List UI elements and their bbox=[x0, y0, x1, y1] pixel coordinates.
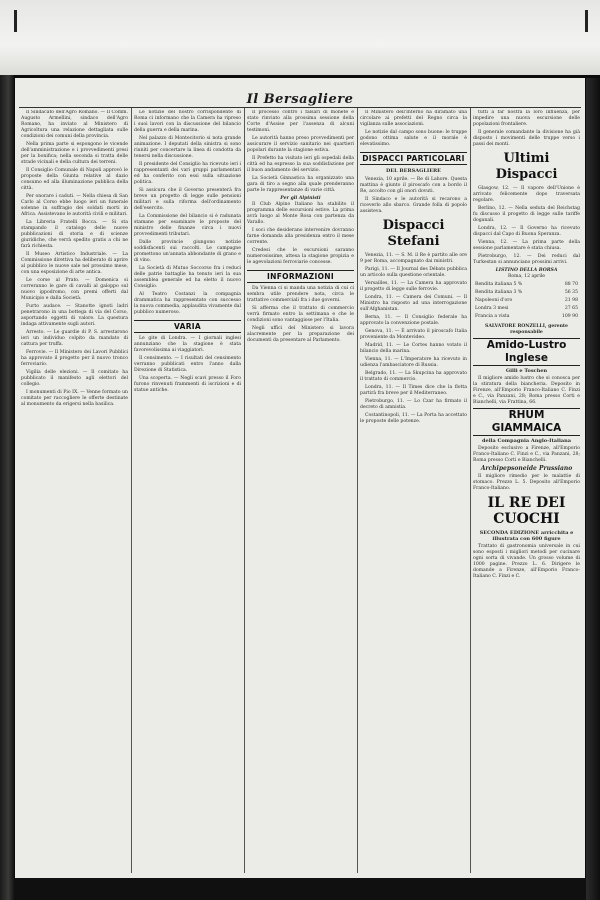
article-paragraph: Il processo contro i falsari di monete è stato rinviato alla prossima sessione della Corte d'Assise per l'assenza di alcuni testimoni. bbox=[247, 110, 354, 133]
column-rule bbox=[244, 108, 245, 873]
article-paragraph: Nel palazzo di Montecitorio si nota grande animazione. I deputati della sinistra si sono riuniti per concertare la linea di condotta da tenersi nella discussione. bbox=[134, 136, 241, 159]
article-paragraph: La Libreria Fratelli Bocca. — Si sta stampando il catalogo delle nuove pubblicazioni di storia e di scienze giuridiche, che verrà spedito gratis a chi ne farà richiesta. bbox=[21, 220, 128, 249]
article-paragraph: Le corse al Prato. — Domenica si correranno le gare di cavalli al galoppo sul nuovo ippodromo, con premi offerti dal Municipio e dalla Società. bbox=[21, 278, 128, 301]
ad-title: RHUM GIAMMAICA bbox=[473, 408, 580, 436]
table-row bbox=[475, 298, 578, 304]
dispatch-paragraph: Londra, 12. — Il Governo ha ricevuto dispacci dal Capo di Buona Speranza. bbox=[473, 226, 580, 237]
article-paragraph: Una scoperta. — Negli scavi presso il Foro furono rinvenuti frammenti di iscrizioni e di statue antiche. bbox=[134, 376, 241, 393]
column-4 bbox=[360, 110, 467, 870]
article-paragraph: Il censimento. — I risultati del censimento verranno pubblicati entro l'anno dalla Direzione di Statistica. bbox=[134, 356, 241, 373]
ad-title: Amido-Lustro Inglese bbox=[473, 338, 580, 366]
binding-strip bbox=[0, 0, 600, 75]
rivet-mark-left bbox=[14, 10, 17, 32]
article-paragraph: Ferrovie. — Il Ministero dei Lavori Pubblici ha approvato il progetto per il nuovo tronco ferroviario. bbox=[21, 350, 128, 367]
article-paragraph: Il Museo Artistico Industriale. — La Commissione direttiva ha deliberato di aprire al pubblico le nuove sale nel prossimo mese, con una esposizione di arte antica. bbox=[21, 252, 128, 275]
newspaper-page bbox=[15, 78, 585, 878]
manager-signature: SALVATORE RONZELLI, gerente responsabile bbox=[485, 324, 568, 335]
section-subheading: DEL BERSAGLIERE bbox=[386, 168, 441, 174]
subsection-heading: Per gli Alpinisti bbox=[280, 196, 321, 201]
ad-text: Deposito esclusivo a Firenze, all'Emporio Franco-Italiano C. Finzi e C., via Panzani, 28; Roma presso Corti e Bianchelli. bbox=[473, 446, 580, 463]
stock-value: 88 70 bbox=[564, 282, 578, 287]
article-paragraph: La Commissione del bilancio si è radunata stamane per esaminare le proposte del ministro delle finanze circa i nuovi provvedimenti tributari. bbox=[134, 214, 241, 237]
ad-title: IL RE DEI CUOCHI bbox=[487, 495, 566, 527]
ad-text: Il migliore rimedio per le malattie di stomaco. Prezzo L. 5. Deposito all'Emporio Franco-Italiano. bbox=[473, 474, 580, 491]
column-rule bbox=[357, 108, 358, 873]
article-paragraph: tutti a far nostra la loro influenza, per impedire una nuova escursione delle popolazioni frontaliere. bbox=[473, 110, 580, 127]
article-paragraph: Arresto. — Le guardie di P. S. arrestarono ieri un individuo colpito da mandato di cattura per truffa. bbox=[21, 330, 128, 347]
dispatch-paragraph: Belgrado, 11. — La Skupcina ha approvato il trattato di commercio. bbox=[360, 371, 467, 382]
stock-value: 56 35 bbox=[564, 290, 578, 295]
page-edge-bottom bbox=[14, 878, 586, 900]
ad-subtitle: SECONDA EDIZIONE arricchita e illustrata con 600 figure bbox=[479, 530, 574, 542]
dispatch-paragraph: Pietroburgo, 12. — Dei reduci dal Turkestan si annunciano prossimi arrivi. bbox=[473, 254, 580, 265]
stock-name: Rendita italiana 5 % bbox=[475, 282, 523, 287]
article-paragraph: Il Consiglio Comunale di Napoli approvò le proposte della Giunta relative al dazio consumo ed alla illuminazione pubblica della città. bbox=[21, 168, 128, 191]
dispatch-paragraph: Costantinopoli, 11. — La Porta ha accettato le proposte delle potenze. bbox=[360, 413, 467, 424]
column-rule bbox=[470, 108, 471, 873]
dispatch-paragraph: Glasgow, 12. — Il vapore dell'Unione è arrivato felicemente dopo traversata regolare. bbox=[473, 186, 580, 203]
dispatch-paragraph: Parigi, 11. — Il Journal des Débats pubblica un articolo sulla questione orientale. bbox=[360, 267, 467, 278]
article-paragraph: Le gite di Londra. — I giornali inglesi annunziano che la stagione è stata favorevolissima ai viaggiatori. bbox=[134, 336, 241, 353]
dispatch-paragraph: Genova, 11. — È arrivato il piroscafo Italia proveniente da Montevideo. bbox=[360, 329, 467, 340]
ad-title: Archipepsoneide Prussiano bbox=[480, 465, 573, 472]
article-paragraph: Credesi che le escursioni saranno numerosissime, attesa la stagione propizia e le agevolazioni ferroviarie concesse. bbox=[247, 248, 354, 265]
article-paragraph: Negli uffici del Ministero si lavora alacremente per la preparazione dei documenti da presentare al Parlamento. bbox=[247, 326, 354, 343]
article-paragraph: Il Sindacato dell'Agro Romano. — Il Comm. Augusto Armellini, sindaco dell'Agro Romano, ha inviato al Ministero di Agricoltura una relazione dettagliata sulle condizioni dei comuni della provincia. bbox=[21, 110, 128, 139]
table-row bbox=[475, 290, 578, 296]
article-paragraph: Il Prefetto ha visitato ieri gli ospedali della città ed ha espresso la sua soddisfazione per il buon andamento del servizio. bbox=[247, 156, 354, 173]
article-paragraph: Le notizie dal campo sono buone: le truppe godono ottima salute e il morale è elevatissimo. bbox=[360, 130, 467, 147]
section-heading-dispacci-stefani: Dispacci Stefani bbox=[382, 218, 445, 249]
column-2 bbox=[134, 110, 241, 870]
article-paragraph: Il generale comandante la divisione ha già disposto i movimenti delle truppe verso i passi dei monti. bbox=[473, 130, 580, 147]
stock-value: 27 65 bbox=[564, 306, 578, 311]
ad-subtitle: della Compagnia Anglo-Italiana bbox=[482, 438, 571, 444]
article-paragraph: Al Teatro Costanzi la compagnia drammatica ha rappresentato con successo la nuova commedia, applaudita vivamente dal pubblico numeroso. bbox=[134, 292, 241, 315]
article-paragraph: Furto audace. — Stanotte ignoti ladri penetrarono in una bottega di via del Corso, asportando oggetti di valore. La questura indaga attivamente sugli autori. bbox=[21, 304, 128, 327]
dispatch-paragraph: Londra, 11. — Il Times dice che la flotta partirà fra breve per il Mediterraneo. bbox=[360, 385, 467, 396]
ad-subtitle: Gilli e Toschen bbox=[505, 368, 548, 374]
dispatch-paragraph: Londra, 11. — Camera dei Comuni. — Il Ministro ha risposto ad una interrogazione sull'Afghanistan. bbox=[360, 295, 467, 312]
table-row bbox=[475, 314, 578, 320]
article-paragraph: Per onorare i caduti. — Nella chiesa di San Carlo al Corso ebbe luogo ieri un funerale solenne in suffragio dei soldati morti in Africa. Assistevano le autorità civili e militari. bbox=[21, 194, 128, 217]
stock-list-title: LISTINO DELLA BORSA bbox=[495, 268, 558, 273]
masthead-rule bbox=[19, 107, 581, 108]
dispatch-paragraph: Pietroburgo, 11. — Lo Czar ha firmato il decreto di amnistia. bbox=[360, 399, 467, 410]
section-heading-informazioni: INFORMAZIONI bbox=[247, 270, 354, 283]
stock-value: 21 98 bbox=[564, 298, 578, 303]
article-paragraph: La Società Ginnastica ha organizzato una gara di tiro a segno alla quale prenderanno parte le rappresentanze di varie città. bbox=[247, 176, 354, 193]
stock-list-date: Roma, 12 aprile bbox=[507, 274, 546, 279]
dispatch-paragraph: Versailles, 11. — La Camera ha approvato il progetto di legge sulle ferrovie. bbox=[360, 281, 467, 292]
article-paragraph: Il presidente del Consiglio ha ricevuto ieri i rappresentanti dei vari gruppi parlamentari ed ha conferito con essi sulla situazione politica. bbox=[134, 162, 241, 185]
book-spine bbox=[0, 75, 14, 900]
column-5 bbox=[473, 110, 580, 870]
stock-table bbox=[473, 280, 580, 322]
section-heading-varia: VARIA bbox=[134, 320, 241, 333]
dispatch-paragraph: Venezia, 10 aprile. — Re di Lahore. Questa mattina è giunto il piroscafo con a bordo il Re, accolto con gli onori dovuti. bbox=[360, 177, 467, 194]
section-heading-ultimi-dispacci: Ultimi Dispacci bbox=[495, 151, 558, 182]
column-3 bbox=[247, 110, 354, 870]
stock-name: Londra 3 mesi bbox=[475, 306, 509, 311]
article-paragraph: Da Vienna ci si manda una notizia di cui ci sembra utile prendere nota, circa le trattative commerciali fra i due governi. bbox=[247, 286, 354, 303]
article-paragraph: Il Ministero dell'Interno ha diramato una circolare ai prefetti del Regno circa la vigilanza sulle associazioni. bbox=[360, 110, 467, 127]
stock-name: Napoleoni d'oro bbox=[475, 298, 513, 303]
article-paragraph: Le notizie del nostro corrispondente di Roma ci informano che la Camera ha ripreso i suoi lavori con la discussione del bilancio della guerra e della marina. bbox=[134, 110, 241, 133]
article-paragraph: Il Club Alpino Italiano ha stabilito il programma delle escursioni estive. La prima avrà luogo al Monte Rosa con partenza da Varallo. bbox=[247, 202, 354, 225]
dispatch-paragraph: Berlino, 12. — Nella seduta del Reichstag fu discusso il progetto di legge sulle tariffe doganali. bbox=[473, 206, 580, 223]
rivet-mark-right bbox=[585, 10, 588, 32]
article-paragraph: Le autorità hanno preso provvedimenti per assicurare il servizio sanitario nei quartieri popolari durante la stagione estiva. bbox=[247, 136, 354, 153]
stock-name: Francia a vista bbox=[475, 314, 510, 319]
article-paragraph: Nella prima parte si espongono le vicende dell'amministrazione e i provvedimenti presi per la bonifica; nella seconda si tratta delle strade vicinali e della cultura dei terreni. bbox=[21, 142, 128, 165]
column-rule bbox=[131, 108, 132, 873]
article-paragraph: Si assicura che il Governo presenterà fra breve un progetto di legge sulle pensioni militari e sulla riforma dell'ordinamento dell'esercito. bbox=[134, 188, 241, 211]
article-paragraph: I soci che desiderano intervenire dovranno farne domanda alla presidenza entro il mese corrente. bbox=[247, 228, 354, 245]
page-edge-right bbox=[586, 78, 600, 900]
stock-name: Rendita italiana 3 % bbox=[475, 290, 523, 295]
section-heading-dispacci-particolari: DISPACCI PARTICOLARI bbox=[360, 152, 467, 165]
column-1 bbox=[21, 110, 128, 870]
table-row bbox=[475, 282, 578, 288]
table-row bbox=[475, 306, 578, 312]
ad-text: Il migliore amido lustro che si conosca per la stiratura della biancheria. Deposito in Firenze, all'Emporio Franco-Italiano C. Finzi e C., via Panzani, 28; Roma presso Corti e Bianchelli, via Frattina, 66. bbox=[473, 376, 580, 405]
ad-text: Trattato di gastronomia universale in cui sono esposti i migliori metodi per cucinare ogni sorta di vivande. Un grosso volume di 1000 pagine. Prezzo L. 6. Dirigere le domande a Firenze, all'Emporio Franco-Italiano C. Finzi e C. bbox=[473, 544, 580, 579]
dispatch-paragraph: Vienna, 12. — La prima parte della sessione parlamentare è stata chiusa. bbox=[473, 240, 580, 251]
dispatch-paragraph: Madrid, 11. — Le Cortes hanno votato il bilancio della marina. bbox=[360, 343, 467, 354]
article-paragraph: I monumenti di Pio IX. — Venne formato un comitato per raccogliere le offerte destinate al monumento da erigersi nella basilica. bbox=[21, 390, 128, 407]
dispatch-paragraph: Vienna, 11. — L'Imperatore ha ricevuto in udienza l'ambasciatore di Russia. bbox=[360, 357, 467, 368]
dispatch-paragraph: Il Sindaco e le autorità si recarono a riceverlo allo sbarco. Grande folla di popolo assisteva. bbox=[360, 197, 467, 214]
dispatch-paragraph: Berna, 11. — Il Consiglio federale ha approvato la convenzione postale. bbox=[360, 315, 467, 326]
article-paragraph: La Società di Mutuo Soccorso fra i reduci delle patrie battaglie ha tenuto ieri la sua assemblea generale ed ha eletto il nuovo Consiglio. bbox=[134, 266, 241, 289]
masthead: Il Bersagliere bbox=[246, 92, 354, 107]
dispatch-paragraph: Venezia, 11. — S. M. il Re è partito alle ore 9 per Roma, accompagnato dai ministri. bbox=[360, 253, 467, 264]
article-paragraph: Vigilia delle elezioni. — Il comitato ha pubblicato il manifesto agli elettori del collegio. bbox=[21, 370, 128, 387]
article-paragraph: Dalle provincie giungono notizie soddisfacenti sui raccolti. Le campagne promettono un'annata abbondante di grano e di vino. bbox=[134, 240, 241, 263]
article-paragraph: Si afferma che il trattato di commercio verrà firmato entro la settimana e che le condizioni sono vantaggiose per l'Italia. bbox=[247, 306, 354, 323]
stock-value: 109 90 bbox=[561, 314, 578, 319]
